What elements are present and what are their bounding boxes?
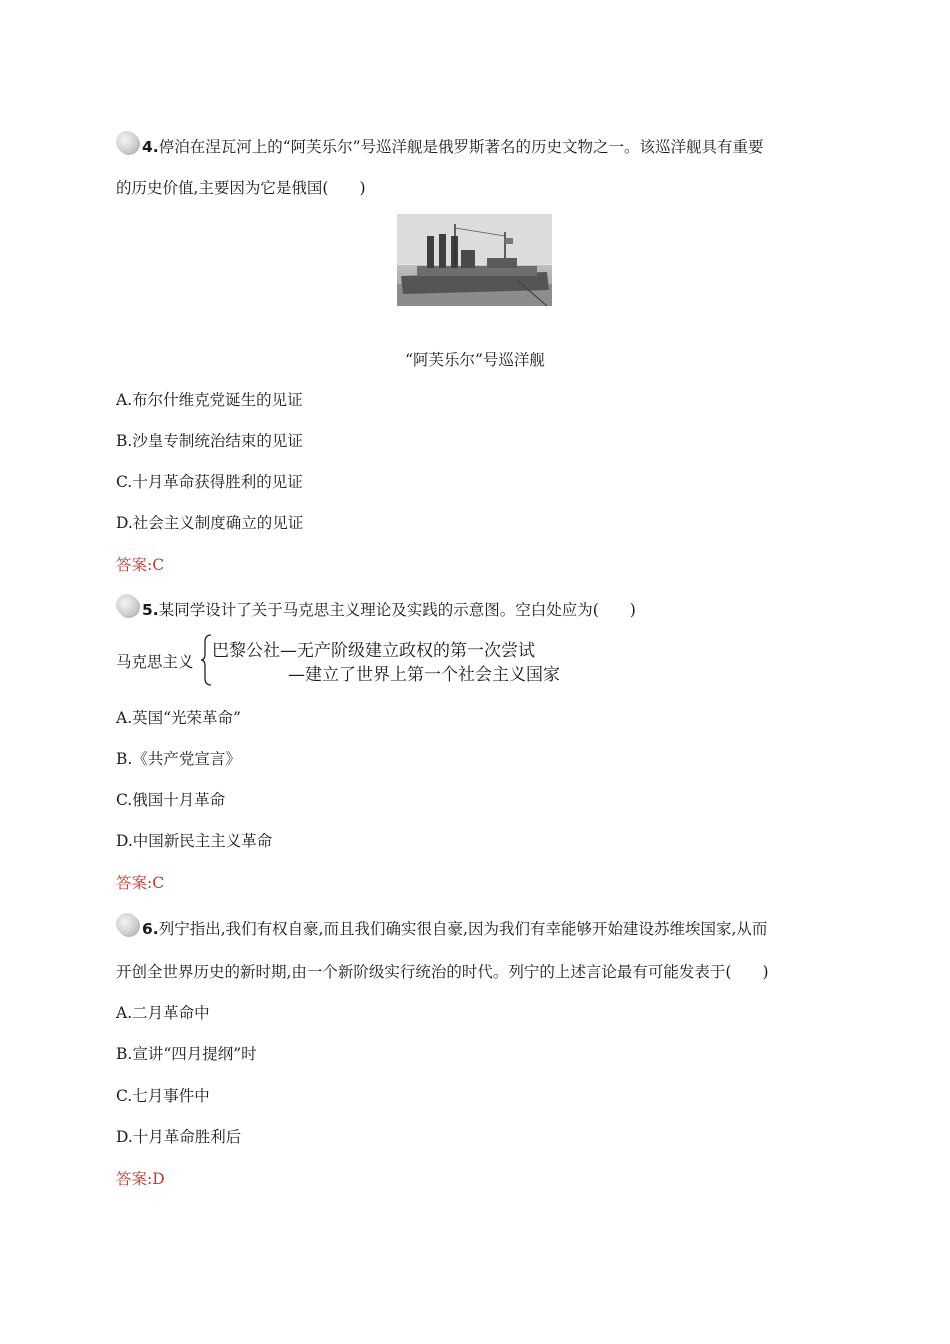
question-marker-icon <box>116 913 138 935</box>
question-4-option-a: A.布尔什维克党诞生的见证 <box>116 391 303 409</box>
question-5-option-c: C.俄国十月革命 <box>116 791 226 809</box>
question-6-option-b: B.宣讲“四月提纲”时 <box>116 1045 257 1063</box>
question-6-answer: 答案:D <box>116 1170 165 1188</box>
question-5-number: 5. <box>142 601 159 619</box>
question-5-option-a: A.英国“光荣革命” <box>116 709 241 727</box>
question-4-option-c: C.十月革命获得胜利的见证 <box>116 473 303 491</box>
question-4-number: 4. <box>142 138 159 156</box>
cruiser-icon <box>397 214 552 306</box>
question-6-stem-line1: 6.列宁指出,我们有权自豪,而且我们确实很自豪,因为我们有幸能够开始建设苏维埃国家,从而 <box>142 920 768 938</box>
question-5-option-d: D.中国新民主主义革命 <box>116 832 273 850</box>
question-marker-icon <box>116 594 138 616</box>
marxism-diagram <box>116 634 676 686</box>
question-6-stem-line2: 开创全世界历史的新时期,由一个新阶级实行统治的时代。列宁的上述言论最有可能发表于( ) <box>116 963 769 981</box>
diagram-root: 马克思主义 <box>116 653 194 671</box>
question-4-option-b: B.沙皇专制统治结束的见证 <box>116 432 303 450</box>
question-4-stem-line1: 4.停泊在涅瓦河上的“阿芙乐尔”号巡洋舰是俄罗斯著名的历史文物之一。该巡洋舰具有重要 <box>142 138 764 156</box>
question-5-stem-line1: 5.某同学设计了关于马克思主义理论及实践的示意图。空白处应为( ) <box>142 601 636 619</box>
question-5-option-b: B.《共产党宣言》 <box>116 750 241 768</box>
question-4-stem-line2: 的历史价值,主要因为它是俄国( ) <box>116 179 366 197</box>
question-6-number: 6. <box>142 920 159 938</box>
question-4-answer: 答案:C <box>116 556 165 574</box>
question-4-option-d: D.社会主义制度确立的见证 <box>116 514 304 532</box>
diagram-branch-2: —建立了世界上第一个社会主义国家 <box>288 665 560 685</box>
question-6-option-a: A.二月革命中 <box>116 1004 210 1022</box>
image-caption: “阿芙乐尔”号巡洋舰 <box>405 351 545 369</box>
question-6-option-d: D.十月革命胜利后 <box>116 1128 242 1146</box>
question-marker-icon <box>116 131 138 153</box>
cruiser-photo <box>397 214 552 306</box>
question-6-option-c: C.七月事件中 <box>116 1087 210 1105</box>
diagram-branch-1: 巴黎公社—无产阶级建立政权的第一次尝试 <box>212 641 535 661</box>
question-5-answer: 答案:C <box>116 874 165 892</box>
brace-icon <box>200 634 212 686</box>
